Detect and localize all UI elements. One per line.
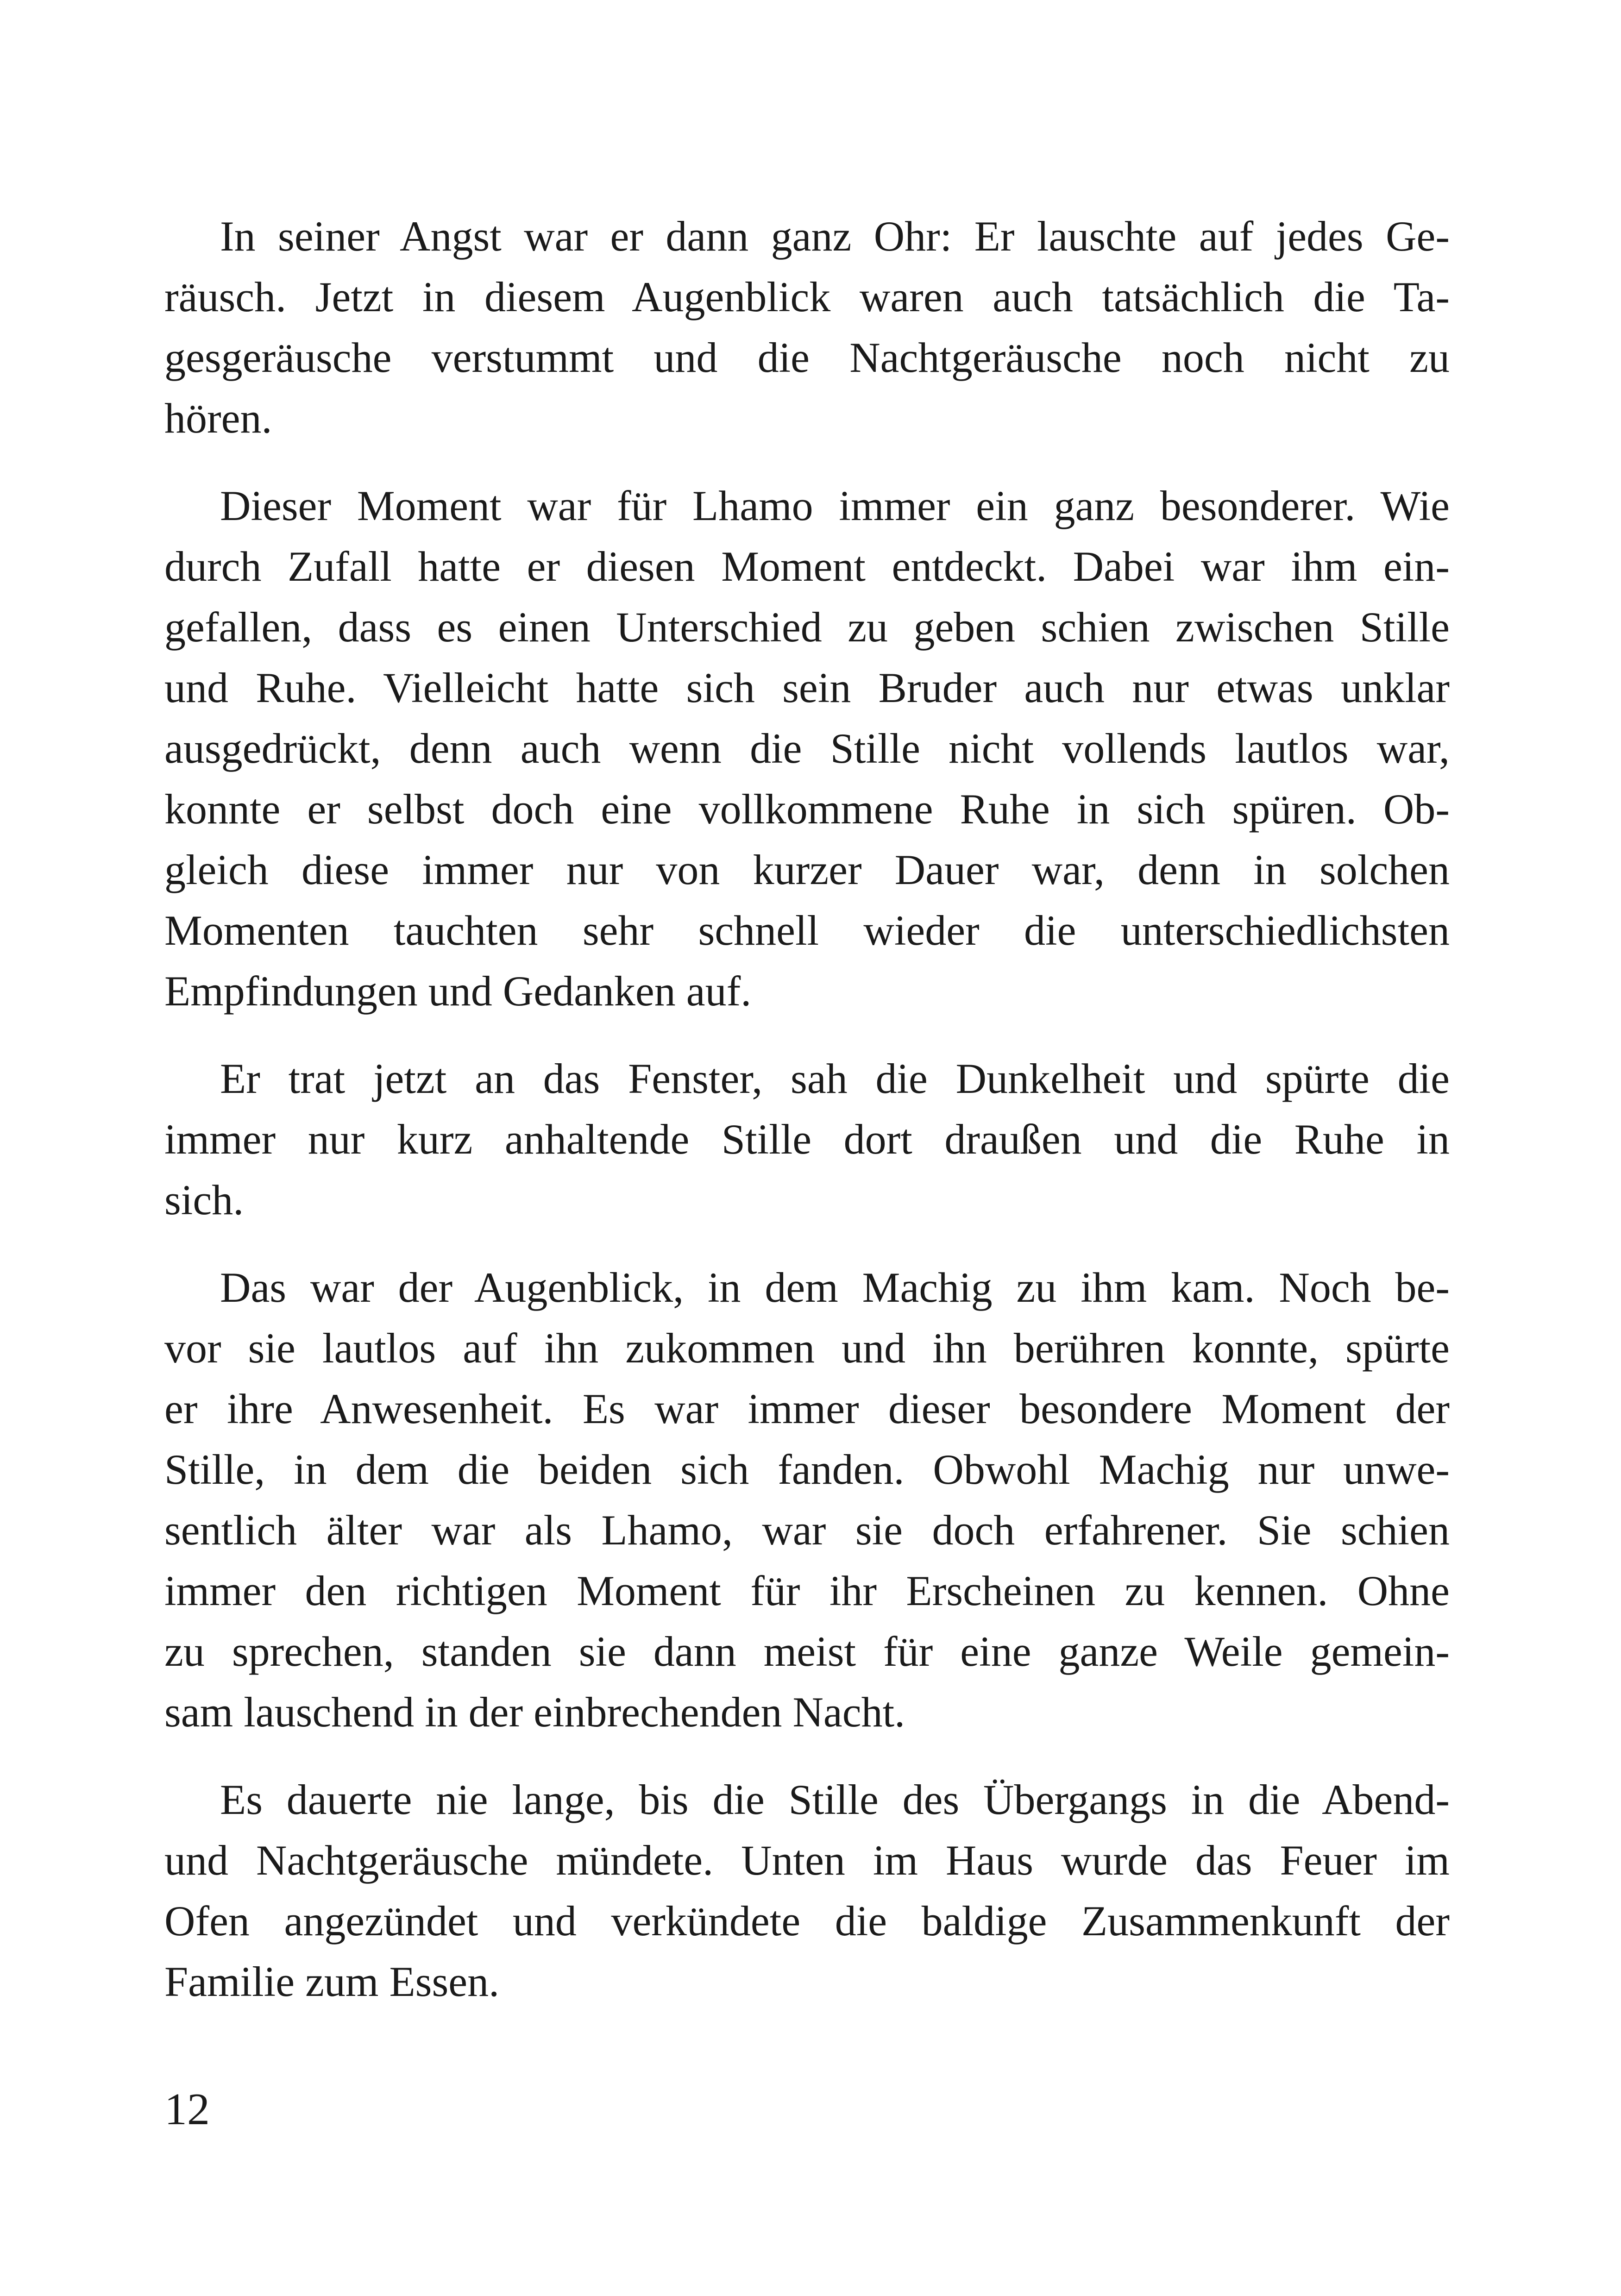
paragraph (164, 476, 1450, 1022)
text-line: Er trat jetzt an das Fenster, sah die Dunkelheit und spürte die (220, 1055, 1450, 1102)
text-line: vor sie lautlos auf ihn zukommen und ihn berühren konnte, spürte (164, 1324, 1450, 1372)
text-line: sentlich älter war als Lhamo, war sie doch erfahrener. Sie schien (164, 1506, 1450, 1554)
text-line: Empfindungen und Gedanken auf. (164, 967, 752, 1015)
text-line: gesgeräusche verstummt und die Nachtgeräusche noch nicht zu (164, 334, 1450, 381)
text-line: Es dauerte nie lange, bis die Stille des Übergangs in die Abend- (220, 1776, 1450, 1823)
text-line: er ihre Anwesenheit. Es war immer dieser besondere Moment der (164, 1385, 1450, 1432)
text-line: In seiner Angst war er dann ganz Ohr: Er lauschte auf jedes Ge- (220, 213, 1450, 260)
text-line: sich. (164, 1176, 244, 1223)
text-line: durch Zufall hatte er diesen Moment entdeckt. Dabei war ihm ein- (164, 543, 1450, 590)
text-line: Dieser Moment war für Lhamo immer ein ganz besonderer. Wie (220, 482, 1450, 529)
paragraph (164, 1257, 1450, 1743)
text-line: Ofen angezündet und verkündete die baldige Zusammenkunft der (164, 1897, 1450, 1945)
text-line: und Ruhe. Vielleicht hatte sich sein Bruder auch nur etwas unklar (164, 664, 1450, 711)
text-line: Momenten tauchten sehr schnell wieder die unterschiedlichsten (164, 907, 1450, 954)
body-text (164, 206, 1450, 2039)
text-line: immer nur kurz anhaltende Stille dort draußen und die Ruhe in (164, 1116, 1450, 1163)
paragraph (164, 206, 1450, 449)
text-line: ausgedrückt, denn auch wenn die Stille nicht vollends lautlos war, (164, 725, 1450, 772)
paragraph (164, 1769, 1450, 2012)
paragraph (164, 1048, 1450, 1230)
text-line: sam lauschend in der einbrechenden Nacht. (164, 1688, 905, 1736)
text-line: und Nachtgeräusche mündete. Unten im Haus wurde das Feuer im (164, 1837, 1450, 1884)
text-line: Familie zum Essen. (164, 1958, 500, 2005)
text-line: räusch. Jetzt in diesem Augenblick waren auch tatsächlich die Ta- (164, 273, 1450, 320)
text-line: gleich diese immer nur von kurzer Dauer war, denn in solchen (164, 846, 1450, 893)
text-line: zu sprechen, standen sie dann meist für eine ganze Weile gemein- (164, 1628, 1450, 1675)
text-line: Stille, in dem die beiden sich fanden. Obwohl Machig nur unwe- (164, 1446, 1450, 1493)
text-line: immer den richtigen Moment für ihr Erscheinen zu kennen. Ohne (164, 1567, 1450, 1614)
text-line: hören. (164, 395, 272, 442)
text-line: konnte er selbst doch eine vollkommene Ruhe in sich spüren. Ob- (164, 785, 1450, 833)
page-number: 12 (164, 2084, 210, 2134)
text-line: gefallen, dass es einen Unterschied zu geben schien zwischen Stille (164, 603, 1450, 651)
text-line: Das war der Augenblick, in dem Machig zu ihm kam. Noch be- (220, 1264, 1450, 1311)
